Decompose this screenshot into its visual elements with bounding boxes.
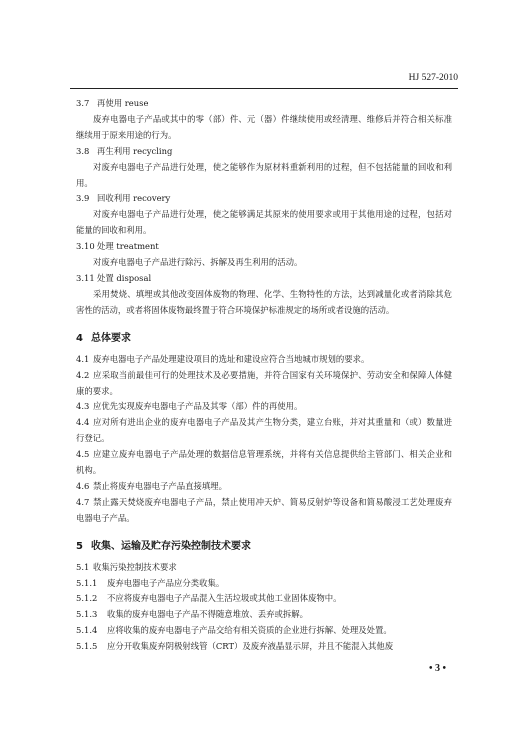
list-item: 5.1.2 不应将废弃电器电子产品混入生活垃圾或其他工业固体废物中。 bbox=[76, 593, 342, 604]
header-rule bbox=[70, 88, 458, 89]
term-title: 再使用 reuse bbox=[97, 98, 149, 108]
section-4-list bbox=[76, 352, 452, 527]
list-item: 4.4 应对所有进出企业的废弃电器电子产品及其产生物分类，建立台账，并对其重量和（或）数量进行登记。 bbox=[76, 417, 452, 444]
term-definition: 对废弃电器电子产品进行处理，使之能够作为原材料重新利用的过程，但不包括能量的回收和利用。 bbox=[76, 161, 452, 188]
term-3-7 bbox=[76, 96, 452, 144]
term-number: 3.11 bbox=[76, 272, 95, 283]
term-3-9 bbox=[76, 191, 452, 239]
page-content bbox=[76, 96, 452, 655]
term-3-11 bbox=[76, 271, 452, 319]
list-item: 5.1.1 废弃电器电子产品应分类收集。 bbox=[76, 577, 225, 588]
term-3-10 bbox=[76, 239, 452, 271]
list-item: 4.2 应采取当前最佳可行的处理技术及必要措施，并符合国家有关环境保护、劳动安全和保障人体健康的要求。 bbox=[76, 369, 452, 396]
list-item: 4.1 废弃电器电子产品处理建设项目的选址和建设应符合当地城市规划的要求。 bbox=[76, 353, 370, 364]
list-item: 4.7 禁止露天焚烧废弃电器电子产品，禁止使用冲天炉、简易反射炉等设备和简易酸浸工艺处理废弃电器电子产品。 bbox=[76, 496, 452, 523]
term-3-8 bbox=[76, 144, 452, 192]
section-number: 4 bbox=[76, 332, 83, 344]
section-number: 5 bbox=[76, 540, 83, 552]
term-definition: 对废弃电器电子产品进行除污、拆解及再生利用的活动。 bbox=[93, 257, 303, 268]
term-number: 3.7 bbox=[76, 98, 90, 108]
term-number: 3.9 bbox=[76, 193, 90, 204]
list-item: 4.3 应优先实现废弃电器电子产品及其零（部）件的再使用。 bbox=[76, 401, 303, 412]
list-item: 5.1.3 收集的废弃电器电子产品不得随意堆放、丢弃或拆解。 bbox=[76, 609, 308, 620]
term-title: 处置 disposal bbox=[97, 272, 152, 283]
list-item: 5.1.5 应分开收集废弃阴极射线管（CRT）及废弃液晶显示屏，并且不能混入其他废 bbox=[76, 641, 394, 652]
term-definition: 对废弃电器电子产品进行处理，使之能够满足其原来的使用要求或用于其他用途的过程，包括对能量的回收和利用。 bbox=[76, 209, 452, 236]
section-title: 总体要求 bbox=[91, 332, 131, 344]
term-definition: 废弃电器电子产品或其中的零（部）件、元（器）件继续使用或经清理、维修后并符合相关标准继续用于原来用途的行为。 bbox=[76, 113, 452, 140]
list-item: 5.1 收集污染控制技术要求 bbox=[76, 561, 177, 572]
list-item: 4.6 禁止将废弃电器电子产品直接填埋。 bbox=[76, 480, 227, 491]
term-title: 回收利用 recovery bbox=[97, 193, 171, 204]
term-number: 3.10 bbox=[76, 241, 95, 252]
section-4-heading bbox=[76, 332, 452, 346]
section-title: 收集、运输及贮存污染控制技术要求 bbox=[91, 540, 251, 552]
page-number: • 3 • bbox=[428, 663, 446, 674]
list-item: 5.1.4 应将收集的废弃电器电子产品交给有相关资质的企业进行拆解、处理及处置。 bbox=[76, 625, 392, 636]
section-5-list bbox=[76, 560, 452, 655]
section-5-heading bbox=[76, 540, 452, 554]
term-definition: 采用焚烧、填埋或其他改变固体废物的物理、化学、生物特性的方法，达到减量化或者消除其危害性的活动，或者将固体废物最终置于符合环境保护标准规定的场所或者设施的活动。 bbox=[76, 288, 452, 315]
standard-code: HJ 527-2010 bbox=[408, 73, 458, 83]
term-title: 处理 treatment bbox=[97, 241, 159, 252]
term-number: 3.8 bbox=[76, 145, 90, 156]
list-item: 4.5 应建立废弃电器电子产品处理的数据信息管理系统，并将有关信息提供给主管部门、相关企业和机构。 bbox=[76, 449, 452, 476]
term-title: 再生利用 recycling bbox=[97, 145, 173, 156]
